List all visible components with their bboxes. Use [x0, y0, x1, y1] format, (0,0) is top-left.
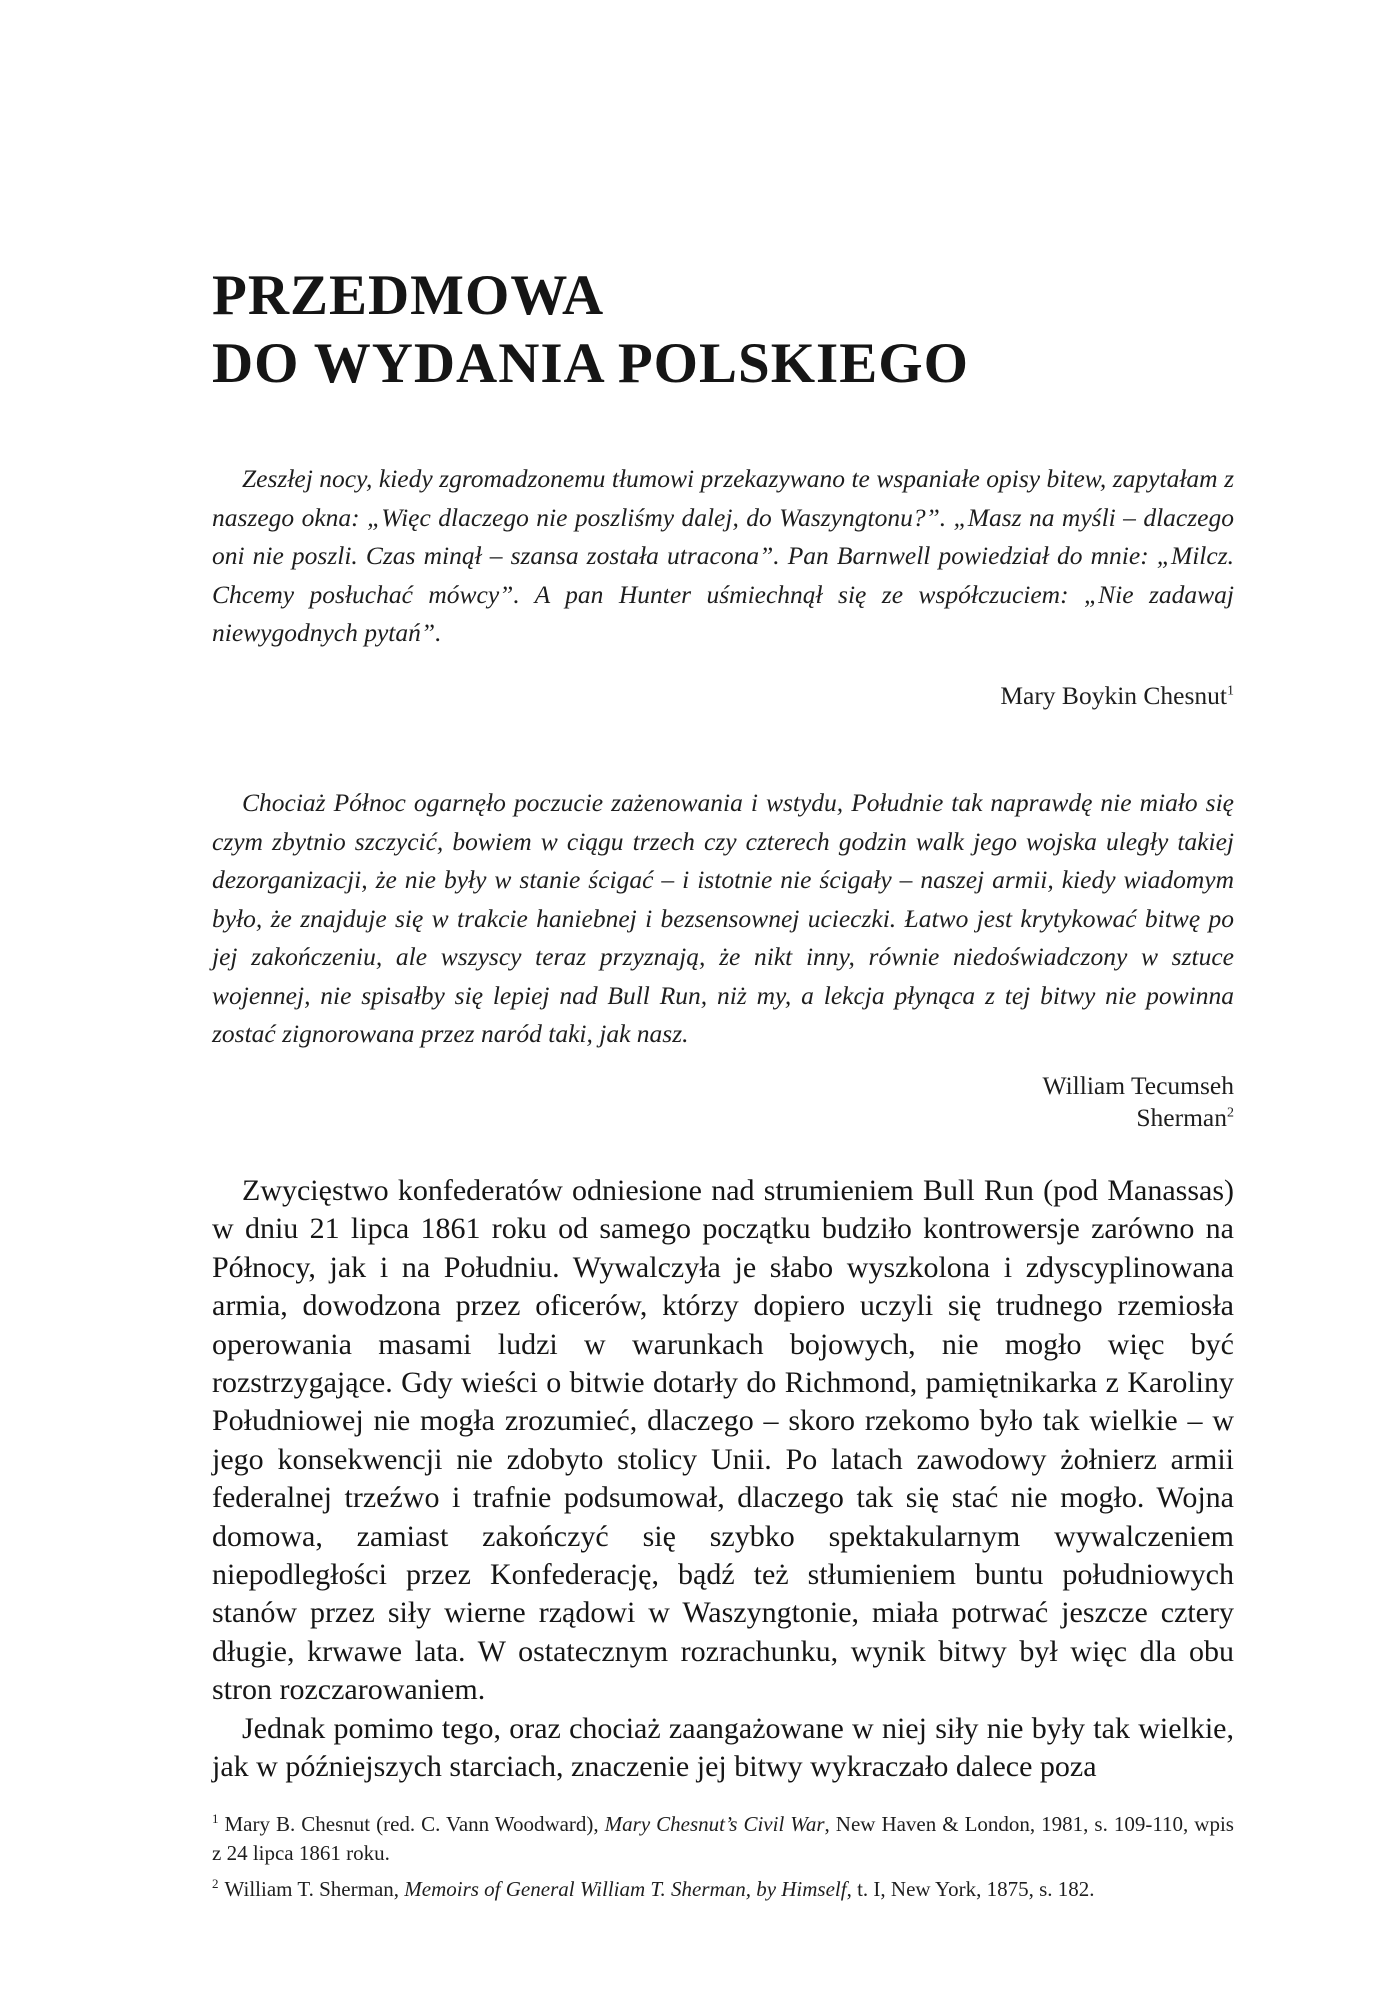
footnote-book-title: Mary Chesnut’s Civil War	[604, 1812, 825, 1836]
footnote-number: 1	[212, 1811, 219, 1826]
footnote-text: , New Haven & London, 1981, s. 109-110, wpis z 24 lipca 1861 roku.	[212, 1812, 1234, 1865]
footnote-book-title: Memoirs of General William T. Sherman, by Himself	[404, 1877, 847, 1901]
footnotes	[212, 1810, 1234, 1911]
footnote-text: William T. Sherman,	[224, 1877, 405, 1901]
body-paragraph: Jednak pomimo tego, oraz chociaż zaangażowane w niej siły nie były tak wielkie, jak w późniejszych starciach, znaczenie jej bitwy wykraczało dalece poza	[212, 1711, 1234, 1784]
epigraph-attribution-sherman	[1043, 1070, 1234, 1134]
footnote-number: 2	[212, 1876, 219, 1891]
footnote-mark: 2	[1227, 1105, 1234, 1121]
attribution-line-2	[1043, 1102, 1234, 1134]
attribution-line-1: William Tecumseh	[1042, 1071, 1234, 1100]
chapter-title-line-2: DO WYDANIA POLSKIEGO	[212, 332, 969, 395]
attribution-line	[1000, 680, 1234, 712]
footnote-mark: 1	[1227, 683, 1234, 699]
body-text	[212, 1172, 1234, 1787]
epigraph-attribution-chesnut	[1000, 680, 1234, 712]
epigraph-chesnut: Zeszłej nocy, kiedy zgromadzonemu tłumowi przekazywano te wspaniałe opisy bitew, zapytałam z naszego okna: „Więc dlaczego nie poszliśmy dalej, do Waszyngtonu?”. „Masz na myśli – dlaczego oni nie poszli. Czas minął – szansa została utracona”. Pan Barnwell powiedział do mnie: „Milcz. Chcemy posłuchać mówcy”. A pan Hunter uśmiechnął się ze współczuciem: „Nie zadawaj niewygodnych pytań”.	[212, 464, 1234, 647]
chapter-title-line-1: PRZEDMOWA	[212, 264, 605, 327]
attribution-author-surname: Sherman	[1136, 1103, 1227, 1132]
attribution-author: Mary Boykin Chesnut	[1000, 681, 1227, 710]
chapter-title	[212, 262, 969, 398]
body-paragraph: Zwycięstwo konfederatów odniesione nad strumieniem Bull Run (pod Manassas) w dniu 21 lipca 1861 roku od samego początku budziło kontrowersje zarówno na Północy, jak i na Południu. Wywalczyła je słabo wyszkolona i zdyscyplinowana armia, dowodzona przez oficerów, którzy dopiero uczyli się trudnego rzemiosła operowania masami ludzi w warunkach bojowych, nie mogło więc być rozstrzygające. Gdy wieści o bitwie dotarły do Richmond, pamiętnikarka z Karoliny Południowej nie mogła zrozumieć, dlaczego – skoro rzekomo było tak wielkie – w jego konsekwencji nie zdobyto stolicy Unii. Po latach zawodowy żołnierz armii federalnej trzeźwo i trafnie podsumował, dlaczego tak się stać nie mogło. Wojna domowa, zamiast zakończyć się szybko spektakularnym wywalczeniem niepodległości przez Konfederację, bądź też stłumieniem buntu południowych stanów przez siły wierne rządowi w Waszyngtonie, miała potrwać jeszcze cztery długie, krwawe lata. W ostatecznym rozrachunku, wynik bitwy był więc dla obu stron rozczarowaniem.	[212, 1174, 1234, 1707]
footnote-text: Mary B. Chesnut (red. C. Vann Woodward),	[224, 1812, 605, 1836]
footnote-1	[212, 1810, 1234, 1868]
footnote-2	[212, 1875, 1234, 1904]
epigraph-sherman: Chociaż Północ ogarnęło poczucie zażenowania i wstydu, Południe tak naprawdę nie miało się czym zbytnio szczycić, bowiem w ciągu trzech czy czterech godzin walk jego wojska uległy takiej dezorganizacji, że nie były w stanie ścigać – i istotnie nie ścigały – naszej armii, kiedy wiadomym było, że znajduje się w trakcie haniebnej i bezsensownej ucieczki. Łatwo jest krytykować bitwę po jej zakończeniu, ale wszyscy teraz przyznają, że nikt inny, równie niedoświadczony w sztuce wojennej, nie spisałby się lepiej nad Bull Run, niż my, a lekcja płynąca z tej bitwy nie powinna zostać zignorowana przez naród taki, jak nasz.	[212, 788, 1234, 1048]
footnote-text: , t. I, New York, 1875, s. 182.	[846, 1877, 1095, 1901]
